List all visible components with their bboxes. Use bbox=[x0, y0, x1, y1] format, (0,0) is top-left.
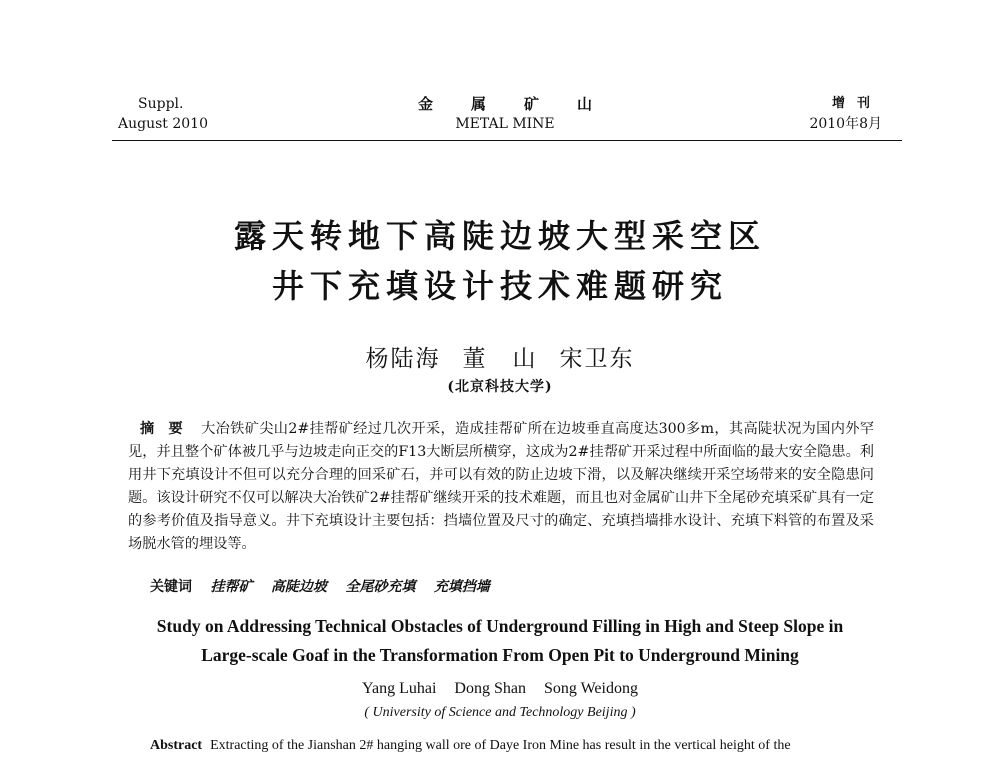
abstract-cn bbox=[128, 418, 874, 556]
journal-name-en: METAL MINE bbox=[455, 116, 555, 132]
title-cn-line2: 井下充填设计技术难题研究 bbox=[271, 267, 728, 305]
title-en-line2: Large-scale Goaf in the Transformation From Open Pit to Underground Mining bbox=[201, 645, 799, 665]
keyword: 挂帮矿 bbox=[210, 579, 253, 595]
author-cn: 杨陆海 bbox=[365, 346, 441, 372]
abstract-en-text: Extracting of the Jianshan 2# hanging wall ore of Daye Iron Mine has result in the vertical height of the bbox=[210, 738, 791, 753]
header-supplement-cn: 增刊 bbox=[831, 96, 882, 111]
author-en: Dong Shan bbox=[454, 680, 526, 697]
keywords-label: 关键词 bbox=[150, 579, 192, 595]
header-left bbox=[118, 94, 208, 134]
header-center bbox=[380, 94, 630, 134]
author-en: Yang Luhai bbox=[362, 680, 437, 697]
header-rule bbox=[112, 140, 902, 141]
author-en: Song Weidong bbox=[543, 680, 638, 697]
title-cn-line1: 露天转地下高陡边坡大型采空区 bbox=[233, 217, 766, 255]
abstract-en bbox=[150, 738, 874, 754]
header-date-en: August 2010 bbox=[118, 116, 208, 132]
author-cn: 董 山 bbox=[462, 346, 538, 372]
author-cn: 宋卫东 bbox=[559, 346, 635, 372]
authors-en bbox=[300, 680, 700, 698]
authors-cn bbox=[300, 340, 700, 373]
header-right bbox=[809, 94, 882, 134]
journal-name-cn: 金属矿山 bbox=[418, 95, 631, 113]
affiliation-cn: (北京科技大学) bbox=[447, 379, 553, 395]
keyword: 充填挡墙 bbox=[433, 579, 490, 595]
abstract-cn-label: 摘要 bbox=[140, 421, 198, 437]
keyword: 高陡边坡 bbox=[270, 579, 327, 595]
abstract-cn-text: 大冶铁矿尖山2#挂帮矿经过几次开采，造成挂帮矿所在边坡垂直高度达300多m，其高陡状况为国内外罕见，并且整个矿体被几乎与边坡走向正交的F13大断层所横穿，这成为2#挂帮矿开采过程中所面临的最大安全隐患。利用井下充填设计不但可以充分合理的回采矿石，并可以有效的防止边坡下滑，以及解决继续开采空场带来的安全隐患问题。该设计研究不仅可以解决大冶铁矿2#挂帮矿继续开采的技术难题，而且也对金属矿山井下全尾砂充填采矿具有一定的参考价值及指导意义。井下充填设计主要包括：挡墙位置及尺寸的确定、充填挡墙排水设计、充填下料管的布置及采场脱水管的埋设等。 bbox=[128, 421, 874, 552]
keywords bbox=[150, 576, 504, 596]
header-date-cn: 2010年8月 bbox=[809, 116, 882, 132]
title-en-line1: Study on Addressing Technical Obstacles of Underground Filling in High and Steep Slope in bbox=[156, 616, 844, 636]
keyword: 全尾砂充填 bbox=[345, 579, 416, 595]
header-suppl: Suppl. bbox=[138, 96, 184, 112]
affiliation-en: ( University of Science and Technology Beijing ) bbox=[364, 705, 636, 720]
abstract-en-label: Abstract bbox=[150, 738, 203, 753]
